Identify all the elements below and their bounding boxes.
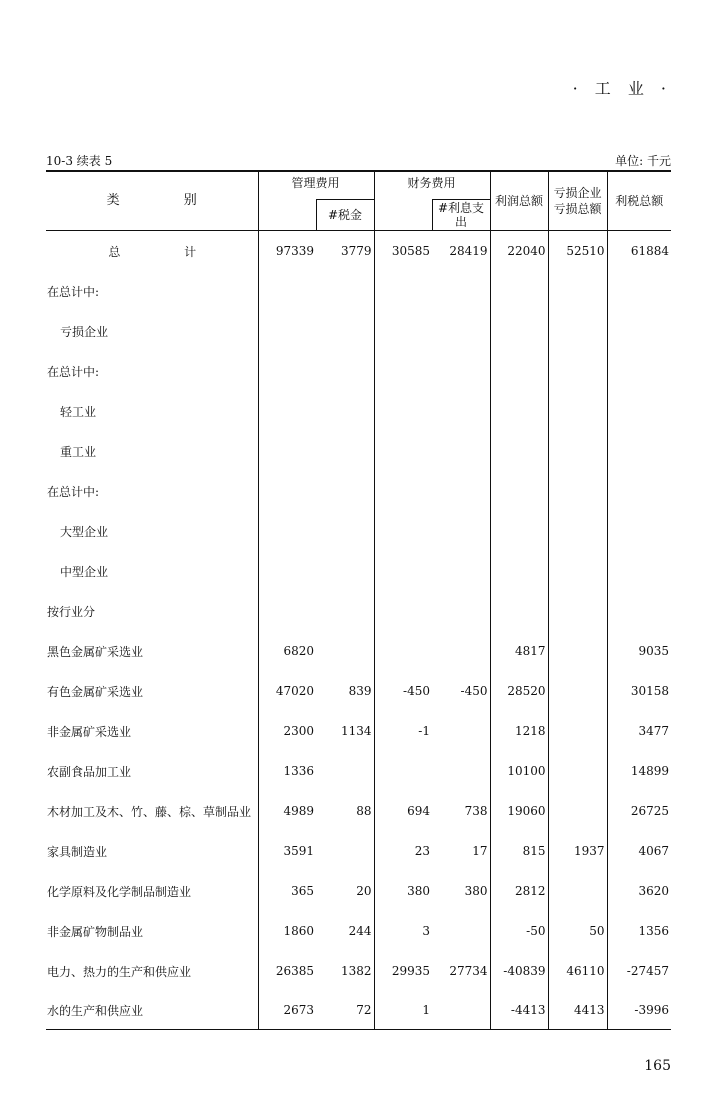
cell-interest — [432, 551, 490, 591]
cell-mgmt — [258, 391, 316, 431]
row-label: 化学原料及化学制品制造业 — [47, 884, 192, 899]
cell-profit: 10100 — [490, 751, 548, 791]
cell-loss — [548, 751, 607, 791]
header-category: 类 别 — [46, 171, 258, 231]
cell-interest — [432, 271, 490, 311]
cell-fin: 30585 — [374, 231, 432, 272]
cell-loss: 52510 — [548, 231, 607, 272]
table-row — [46, 351, 671, 391]
table-row — [46, 751, 671, 791]
table-row — [46, 511, 671, 551]
cell-mgmt — [258, 551, 316, 591]
row-label: 亏损企业 — [60, 324, 109, 339]
row-label: 水的生产和供应业 — [46, 991, 258, 1030]
cell-profit — [490, 511, 548, 551]
header-interest: #利息支出 — [432, 199, 490, 230]
cell-tax — [316, 511, 374, 551]
table-body — [46, 231, 671, 1030]
cell-interest — [432, 631, 490, 671]
cell-profit: -4413 — [490, 991, 548, 1030]
cell-pt — [607, 471, 671, 511]
table-row — [46, 471, 671, 511]
cell-mgmt: 6820 — [258, 631, 316, 671]
cell-fin — [374, 391, 432, 431]
cell-interest — [432, 351, 490, 391]
cell-tax — [316, 831, 374, 871]
cell-interest — [432, 311, 490, 351]
cell-mgmt — [258, 311, 316, 351]
row-label: 大型企业 — [60, 524, 109, 539]
row-label: 中型企业 — [60, 564, 109, 579]
cell-pt: 3477 — [607, 711, 671, 751]
cell-fin: -1 — [374, 711, 432, 751]
cell-profit: 1218 — [490, 711, 548, 751]
table-row — [46, 671, 671, 711]
row-label: 在总计中: — [47, 284, 100, 299]
cell-tax — [316, 351, 374, 391]
cell-fin: 3 — [374, 911, 432, 951]
cell-loss — [548, 511, 607, 551]
cell-fin: 1 — [374, 991, 432, 1030]
cell-mgmt — [258, 471, 316, 511]
page-number: 165 — [644, 1058, 671, 1074]
cell-profit — [490, 311, 548, 351]
header-mgmt-group — [258, 171, 374, 231]
row-label: 按行业分 — [47, 604, 96, 619]
cell-loss — [548, 271, 607, 311]
cell-loss — [548, 311, 607, 351]
cell-tax: 72 — [316, 991, 374, 1030]
cell-interest — [432, 711, 490, 751]
cell-loss — [548, 431, 607, 471]
cell-mgmt: 47020 — [258, 671, 316, 711]
cell-loss — [548, 591, 607, 631]
cell-loss — [548, 391, 607, 431]
section-header: · 工 业 · — [572, 79, 672, 98]
cell-pt: 9035 — [607, 631, 671, 671]
cell-interest — [432, 991, 490, 1030]
row-label: 总 计 — [108, 244, 227, 259]
table-row — [46, 231, 671, 272]
cell-profit — [490, 271, 548, 311]
cell-pt: 4067 — [607, 831, 671, 871]
cell-pt: -3996 — [607, 991, 671, 1030]
cell-mgmt — [258, 271, 316, 311]
cell-pt — [607, 271, 671, 311]
cell-tax: 3779 — [340, 244, 372, 258]
cell-fin: 29935 — [374, 951, 432, 991]
cell-interest — [432, 911, 490, 951]
cell-profit: -50 — [490, 911, 548, 951]
cell-loss: 50 — [548, 911, 607, 951]
cell-mgmt: 2300 — [258, 711, 316, 751]
cell-profit: 2812 — [490, 871, 548, 911]
cell-loss: 46110 — [548, 951, 607, 991]
header-profit: 利润总额 — [490, 171, 548, 231]
cell-mgmt: 97339 — [258, 231, 316, 272]
row-label: 非金属矿物制品业 — [47, 924, 144, 939]
cell-pt — [607, 391, 671, 431]
row-label: 黑色金属矿采选业 — [47, 644, 144, 659]
cell-profit: -40839 — [490, 951, 548, 991]
header-fin: 财务费用 — [407, 176, 456, 190]
cell-fin: 380 — [374, 871, 432, 911]
cell-pt — [607, 311, 671, 351]
cell-interest — [432, 391, 490, 431]
cell-interest: 380 — [464, 884, 488, 898]
cell-fin — [374, 551, 432, 591]
row-label: 轻工业 — [60, 404, 97, 419]
cell-profit: 4817 — [490, 631, 548, 671]
cell-mgmt: 1860 — [258, 911, 316, 951]
row-label: 在总计中: — [47, 484, 100, 499]
cell-tax — [316, 311, 374, 351]
data-table — [46, 170, 671, 1030]
cell-interest — [432, 751, 490, 791]
table-row — [46, 271, 671, 311]
table-row — [46, 711, 671, 751]
cell-mgmt: 4989 — [258, 791, 316, 831]
cell-interest: -450 — [460, 684, 488, 698]
cell-fin — [374, 431, 432, 471]
table-code: 10-3 续表 5 — [46, 154, 113, 168]
cell-interest: 738 — [464, 804, 488, 818]
cell-profit — [490, 431, 548, 471]
cell-fin: -450 — [374, 671, 432, 711]
cell-pt — [607, 431, 671, 471]
cell-fin — [374, 631, 432, 671]
cell-tax — [316, 431, 374, 471]
cell-profit: 22040 — [490, 231, 548, 272]
cell-tax: 839 — [348, 684, 372, 698]
cell-mgmt: 3591 — [258, 831, 316, 871]
cell-fin — [374, 271, 432, 311]
table-row — [46, 631, 671, 671]
table-row — [46, 871, 671, 911]
row-label: 非金属矿采选业 — [47, 724, 132, 739]
cell-fin: 23 — [374, 831, 432, 871]
cell-pt: 3620 — [607, 871, 671, 911]
table-row — [46, 391, 671, 431]
cell-interest — [432, 431, 490, 471]
header-tax: #税金 — [316, 199, 374, 230]
cell-fin — [374, 311, 432, 351]
cell-pt: 30158 — [607, 671, 671, 711]
cell-tax: 88 — [356, 804, 372, 818]
table-row — [46, 551, 671, 591]
table-row — [46, 991, 671, 1030]
table-row — [46, 591, 671, 631]
cell-pt: 1356 — [607, 911, 671, 951]
cell-pt — [607, 511, 671, 551]
cell-mgmt: 1336 — [258, 751, 316, 791]
cell-tax — [316, 751, 374, 791]
header-fin-group — [374, 171, 490, 231]
header-profit-tax: 利税总额 — [607, 171, 671, 231]
row-label: 电力、热力的生产和供应业 — [47, 964, 192, 979]
cell-tax — [316, 631, 374, 671]
row-label: 有色金属矿采选业 — [47, 684, 144, 699]
cell-tax: 20 — [356, 884, 372, 898]
cell-interest — [432, 591, 490, 631]
cell-loss — [548, 711, 607, 751]
cell-loss — [548, 471, 607, 511]
cell-profit — [490, 551, 548, 591]
cell-tax — [316, 551, 374, 591]
table-row — [46, 311, 671, 351]
cell-mgmt — [258, 591, 316, 631]
cell-mgmt — [258, 431, 316, 471]
cell-fin — [374, 471, 432, 511]
cell-profit — [490, 351, 548, 391]
cell-tax — [316, 271, 374, 311]
unit-label: 单位: 千元 — [615, 154, 671, 168]
cell-profit: 19060 — [490, 791, 548, 831]
cell-loss — [548, 671, 607, 711]
header-loss — [548, 171, 607, 231]
cell-profit: 815 — [490, 831, 548, 871]
cell-loss — [548, 351, 607, 391]
cell-tax: 1382 — [340, 964, 372, 978]
cell-fin — [374, 351, 432, 391]
cell-mgmt — [258, 511, 316, 551]
cell-loss: 4413 — [548, 991, 607, 1030]
header-mgmt: 管理费用 — [291, 176, 340, 190]
table-row — [46, 831, 671, 871]
cell-tax: 244 — [348, 924, 372, 938]
cell-pt: 26725 — [607, 791, 671, 831]
cell-profit — [490, 471, 548, 511]
cell-pt: 14899 — [607, 751, 671, 791]
cell-mgmt — [258, 351, 316, 391]
cell-pt — [607, 551, 671, 591]
cell-profit: 28520 — [490, 671, 548, 711]
cell-interest — [432, 511, 490, 551]
row-label: 重工业 — [60, 444, 97, 459]
cell-loss — [548, 871, 607, 911]
cell-tax: 1134 — [340, 724, 372, 738]
cell-fin — [374, 751, 432, 791]
header-loss-line2: 亏损总额 — [553, 202, 602, 216]
header-loss-line1: 亏损企业 — [553, 186, 602, 200]
cell-mgmt: 365 — [258, 871, 316, 911]
cell-loss — [548, 551, 607, 591]
cell-loss: 1937 — [548, 831, 607, 871]
cell-profit — [490, 591, 548, 631]
cell-fin — [374, 511, 432, 551]
header-row — [46, 171, 671, 231]
row-label: 家具制造业 — [47, 844, 108, 859]
table-row — [46, 791, 671, 831]
cell-tax — [316, 591, 374, 631]
cell-pt — [607, 591, 671, 631]
cell-profit — [490, 391, 548, 431]
table-row — [46, 951, 671, 991]
cell-pt: -27457 — [607, 951, 671, 991]
cell-interest: 27734 — [449, 964, 488, 978]
cell-interest: 17 — [472, 844, 488, 858]
cell-mgmt: 26385 — [258, 951, 316, 991]
table-row — [46, 911, 671, 951]
cell-pt: 61884 — [607, 231, 671, 272]
cell-tax — [316, 391, 374, 431]
cell-pt — [607, 351, 671, 391]
cell-fin — [374, 591, 432, 631]
row-label: 木材加工及木、竹、藤、棕、草制品业 — [47, 804, 252, 819]
cell-fin: 694 — [374, 791, 432, 831]
cell-tax — [316, 471, 374, 511]
row-label: 在总计中: — [47, 364, 100, 379]
cell-interest — [432, 471, 490, 511]
cell-loss — [548, 791, 607, 831]
cell-mgmt: 2673 — [258, 991, 316, 1030]
cell-loss — [548, 631, 607, 671]
row-label: 农副食品加工业 — [47, 764, 132, 779]
table-row — [46, 431, 671, 471]
cell-interest: 28419 — [449, 244, 488, 258]
